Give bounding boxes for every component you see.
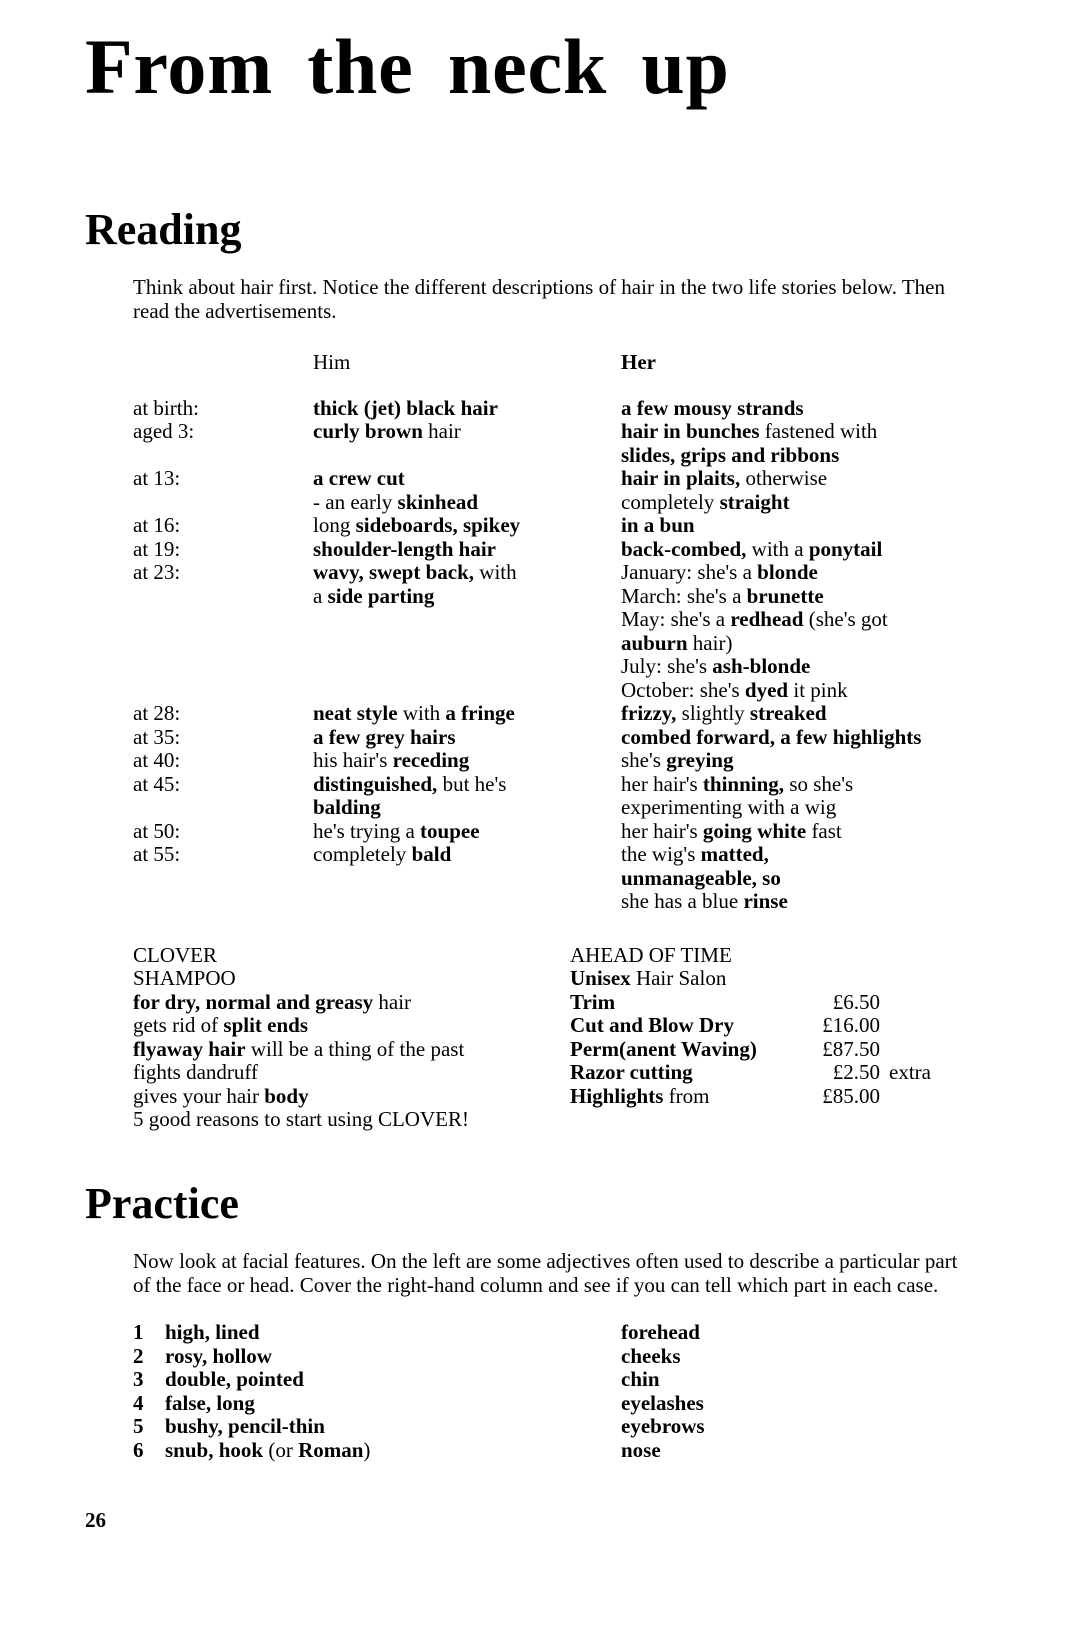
practice-adjectives: double, pointed <box>165 1367 304 1392</box>
practice-row <box>133 1439 1080 1463</box>
salon-price: £2.50 <box>832 1060 880 1085</box>
hair-age-cell: at 50: <box>133 818 181 843</box>
hair-her-cell: in a bun <box>621 513 695 538</box>
clover-ad-line: flyaway hair will be a thing of the past <box>133 1036 465 1061</box>
hair-table-row <box>133 561 1033 585</box>
practice-list <box>133 1321 1080 1462</box>
hair-table-row <box>133 420 1033 444</box>
salon-price: £16.00 <box>822 1013 880 1038</box>
hair-him-cell: a crew cut <box>313 466 405 491</box>
hair-her-cell: January: she's a blonde <box>621 560 818 585</box>
practice-adjectives: bushy, pencil-thin <box>165 1414 325 1439</box>
hair-age-cell <box>133 444 313 468</box>
salon-service-label: Perm(anent Waving) <box>570 1036 757 1061</box>
hair-her-cell: auburn hair) <box>621 630 733 655</box>
salon-service-label: Razor cutting <box>570 1060 693 1085</box>
hair-table-row <box>133 444 1033 468</box>
hair-age-cell <box>133 890 313 914</box>
practice-face-part: eyebrows <box>621 1414 705 1439</box>
hair-age-cell: at 23: <box>133 560 181 585</box>
age-column-header <box>133 351 313 375</box>
clover-ad-line: SHAMPOO <box>133 966 236 991</box>
hair-him-cell: thick (jet) black hair <box>313 395 498 420</box>
clover-ad-line: gets rid of split ends <box>133 1013 309 1038</box>
hair-table-row <box>133 749 1033 773</box>
hair-table-row <box>133 538 1033 562</box>
hair-age-cell: at birth: <box>133 395 199 420</box>
hair-table-row <box>133 491 1033 515</box>
hair-her-cell: hair in plaits, otherwise <box>621 466 828 491</box>
hair-her-cell: May: she's a redhead (she's got <box>621 607 888 632</box>
practice-number: 5 <box>133 1414 144 1439</box>
salon-price-row <box>570 991 1030 1015</box>
hair-him-cell: balding <box>313 795 381 820</box>
practice-face-part: eyelashes <box>621 1390 704 1415</box>
hair-her-cell: combed forward, a few highlights <box>621 724 922 749</box>
hair-him-cell: wavy, swept back, with <box>313 560 517 585</box>
hair-him-cell: he's trying a toupee <box>313 818 480 843</box>
hair-him-cell: - an early skinhead <box>313 489 479 514</box>
reading-heading: Reading <box>85 205 242 254</box>
hair-him-cell: curly brown hair <box>313 419 461 444</box>
salon-price-row <box>570 1061 1030 1085</box>
practice-number: 1 <box>133 1320 144 1345</box>
hair-him-cell: shoulder-length hair <box>313 536 496 561</box>
hair-him-cell <box>313 679 621 703</box>
salon-name: AHEAD OF TIME <box>570 942 732 967</box>
salon-price-list <box>570 991 1030 1109</box>
hair-her-cell: she's greying <box>621 748 734 773</box>
hair-age-cell <box>133 608 313 632</box>
reading-intro: Think about hair first. Notice the different descriptions of hair in the two life stories below. Then read the advertisements. <box>133 275 945 323</box>
practice-number: 2 <box>133 1343 144 1368</box>
hair-age-cell: at 55: <box>133 842 181 867</box>
hair-age-cell <box>133 796 313 820</box>
salon-price-row <box>570 1014 1030 1038</box>
hair-age-cell <box>133 491 313 515</box>
salon-service-label: Cut and Blow Dry <box>570 1013 734 1038</box>
hair-age-cell <box>133 867 313 891</box>
hair-age-cell: at 19: <box>133 536 181 561</box>
hair-him-cell <box>313 632 621 656</box>
practice-face-part: cheeks <box>621 1343 681 1368</box>
hair-him-cell <box>313 608 621 632</box>
her-column-header: Her <box>621 350 656 375</box>
hair-him-cell: long sideboards, spikey <box>313 513 521 538</box>
hair-table-row <box>133 820 1033 844</box>
practice-adjectives: snub, hook (or Roman) <box>165 1437 371 1462</box>
hair-table-row <box>133 608 1033 632</box>
practice-heading: Practice <box>85 1178 239 1228</box>
hair-her-cell: her hair's thinning, so she's <box>621 771 854 796</box>
reading-section <box>0 206 1080 1132</box>
practice-section <box>0 1180 1080 1462</box>
practice-adjectives: false, long <box>165 1390 255 1415</box>
salon-price: £85.00 <box>822 1083 880 1108</box>
page-title: From the neck up <box>85 23 730 110</box>
clover-ad <box>133 944 570 1132</box>
hair-him-cell: a side parting <box>313 583 435 608</box>
clover-ad-line: for dry, normal and greasy hair <box>133 989 412 1014</box>
page-number: 26 <box>85 1508 106 1532</box>
hair-her-cell: completely straight <box>621 489 790 514</box>
hair-age-cell: at 28: <box>133 701 181 726</box>
practice-row <box>133 1368 1080 1392</box>
hair-age-cell: at 40: <box>133 748 181 773</box>
hair-her-cell: March: she's a brunette <box>621 583 824 608</box>
salon-price-row <box>570 1085 1030 1109</box>
hair-her-cell: her hair's going white fast <box>621 818 842 843</box>
practice-face-part: forehead <box>621 1320 700 1345</box>
hair-table-header <box>133 351 1033 375</box>
hair-him-cell <box>313 655 621 679</box>
hair-table-body <box>133 397 1033 914</box>
practice-row <box>133 1321 1080 1345</box>
practice-face-part: nose <box>621 1437 661 1462</box>
salon-ad <box>570 944 1030 1132</box>
hair-age-cell <box>133 585 313 609</box>
practice-number: 3 <box>133 1367 144 1392</box>
hair-age-cell <box>133 679 313 703</box>
hair-table-row <box>133 679 1033 703</box>
hair-age-cell: aged 3: <box>133 419 195 444</box>
hair-him-cell: neat style with a fringe <box>313 701 515 726</box>
practice-row <box>133 1415 1080 1439</box>
practice-adjectives: rosy, hollow <box>165 1343 272 1368</box>
hair-him-cell <box>313 444 621 468</box>
hair-table-row <box>133 585 1033 609</box>
hair-table-row <box>133 514 1033 538</box>
hair-table-row <box>133 773 1033 797</box>
hair-age-cell: at 16: <box>133 513 181 538</box>
him-column-header: Him <box>313 350 351 375</box>
hair-her-cell: unmanageable, so <box>621 865 781 890</box>
hair-age-cell <box>133 632 313 656</box>
hair-her-cell: slides, grips and ribbons <box>621 442 840 467</box>
salon-subtitle: Unisex Hair Salon <box>570 966 727 991</box>
hair-table-row <box>133 655 1033 679</box>
hair-table-row <box>133 867 1033 891</box>
hair-table-row <box>133 796 1033 820</box>
hair-age-cell <box>133 655 313 679</box>
hair-him-cell: distinguished, but he's <box>313 771 507 796</box>
hair-him-cell: his hair's receding <box>313 748 470 773</box>
salon-price: £6.50 <box>832 989 880 1014</box>
hair-him-cell <box>313 867 621 891</box>
practice-row <box>133 1345 1080 1369</box>
practice-adjectives: high, lined <box>165 1320 260 1345</box>
hair-her-cell: July: she's ash-blonde <box>621 654 811 679</box>
clover-ad-line: fights dandruff <box>133 1060 259 1085</box>
hair-her-cell: October: she's dyed it pink <box>621 677 848 702</box>
clover-ad-line: 5 good reasons to start using CLOVER! <box>133 1107 469 1132</box>
hair-her-cell: back-combed, with a ponytail <box>621 536 883 561</box>
advertisements <box>133 944 1080 1132</box>
clover-ad-line: CLOVER <box>133 942 217 967</box>
salon-price-row <box>570 1038 1030 1062</box>
hair-age-cell: at 35: <box>133 724 181 749</box>
practice-number: 4 <box>133 1390 144 1415</box>
hair-table <box>133 351 1033 914</box>
hair-age-cell: at 45: <box>133 771 181 796</box>
hair-her-cell: hair in bunches fastened with <box>621 419 878 444</box>
salon-price-suffix: extra <box>889 1060 931 1085</box>
salon-price: £87.50 <box>822 1036 880 1061</box>
hair-table-row <box>133 397 1033 421</box>
practice-face-part: chin <box>621 1367 660 1392</box>
hair-him-cell: a few grey hairs <box>313 724 456 749</box>
hair-table-row <box>133 702 1033 726</box>
hair-her-cell: experimenting with a wig <box>621 795 837 820</box>
hair-table-row <box>133 467 1033 491</box>
hair-her-cell: the wig's matted, <box>621 842 769 867</box>
salon-service-label: Highlights from <box>570 1083 710 1108</box>
practice-number: 6 <box>133 1437 144 1462</box>
hair-table-row <box>133 726 1033 750</box>
hair-age-cell: at 13: <box>133 466 181 491</box>
practice-row <box>133 1392 1080 1416</box>
hair-him-cell <box>313 890 621 914</box>
clover-ad-line: gives your hair body <box>133 1083 309 1108</box>
hair-table-row <box>133 632 1033 656</box>
hair-table-row <box>133 843 1033 867</box>
salon-service-label: Trim <box>570 989 616 1014</box>
hair-her-cell: she has a blue rinse <box>621 889 788 914</box>
hair-her-cell: a few mousy strands <box>621 395 804 420</box>
practice-intro: Now look at facial features. On the left are some adjectives often used to describe a particular part of the face or head. Cover the right-hand column and see if you can tell which part in each case. <box>133 1249 958 1297</box>
hair-her-cell: frizzy, slightly streaked <box>621 701 827 726</box>
hair-table-row <box>133 890 1033 914</box>
hair-him-cell: completely bald <box>313 842 452 867</box>
